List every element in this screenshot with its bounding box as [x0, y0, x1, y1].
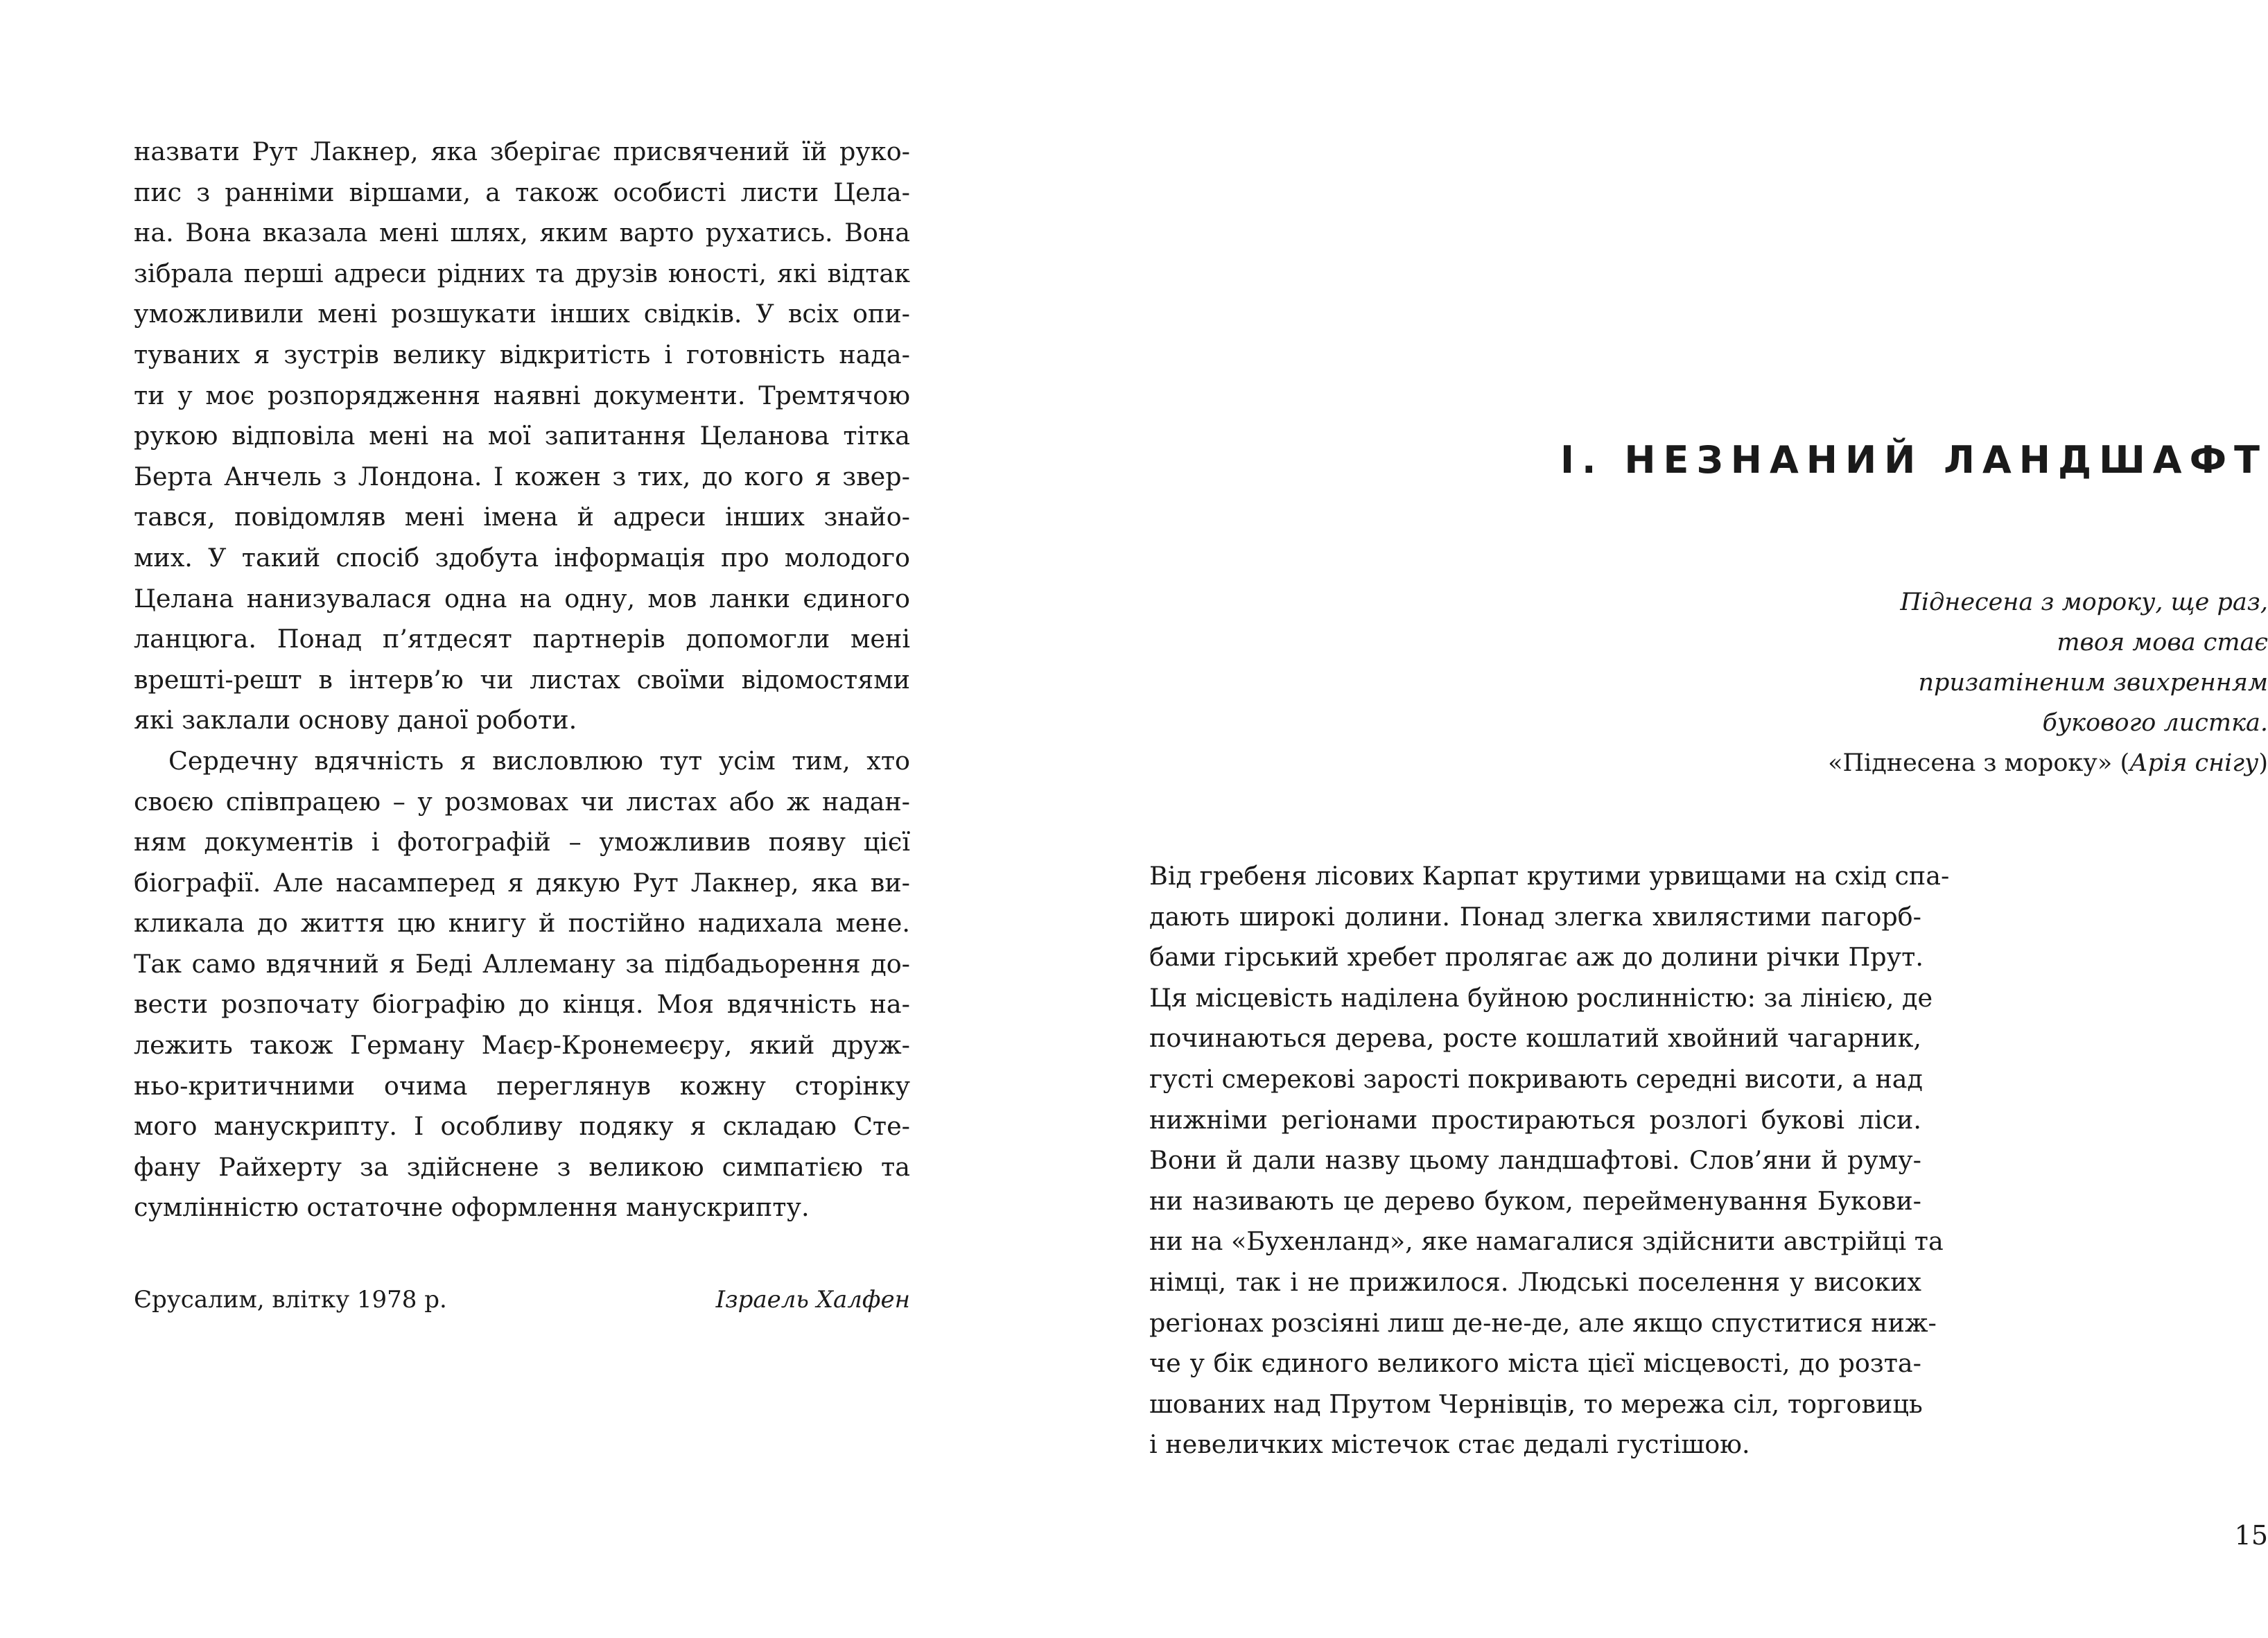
text-line: регіонах розсіяні лиш де-не-де, але якщо спуститися ниж- [1149, 1307, 1937, 1338]
text-line: які заклали основу даної роботи. [134, 705, 577, 735]
text-line: фану Райхерту за здійснене з великою симпатією та [134, 1151, 910, 1182]
epigraph-line: призатіненим звихренням [1918, 669, 2268, 697]
text-line: на. Вона вказала мені шлях, яким варто рухатись. Вона [134, 218, 910, 248]
text-line: лежить також Герману Маєр-Кронемеєру, який друж- [134, 1030, 910, 1061]
acknowledgements-text [134, 132, 910, 1228]
page-number: 15 [2234, 1520, 2268, 1551]
author-name: Ізраель Халфен [715, 1286, 910, 1314]
text-line: починаються дерева, росте кошлатий хвойний чагарник, [1149, 1023, 1921, 1054]
text-line: німці, так і не прижилося. Людські поселення у високих [1149, 1266, 1921, 1297]
text-line: туваних я зустрів велику відкритість і готовність нада- [134, 339, 910, 369]
text-line: мого манускрипту. І особливу подяку я складаю Сте- [134, 1111, 910, 1142]
text-line: шованих над Прутом Чернівців, то мережа сіл, торговиць [1149, 1388, 1923, 1419]
text-line: вести розпочату біографію до кінця. Моя вдячність на- [134, 989, 910, 1020]
chapter-title: I. НЕЗНАНИЙ ЛАНДШАФТ [1560, 438, 2267, 482]
text-line: ньо-критичними очима переглянув кожну сторінку [134, 1070, 910, 1101]
place-date: Єрусалим, влітку 1978 р. [134, 1286, 447, 1314]
text-line: Целана нанизувалася одна на одну, мов ланки єдиного [134, 583, 910, 613]
text-line: Від гребеня лісових Карпат крутими урвищами на схід спа- [1149, 861, 1950, 891]
paragraph-main [1149, 856, 1950, 1465]
text-line: своєю співпрацею – у розмовах чи листах або ж надан- [134, 786, 910, 817]
text-line: че у бік єдиного великого міста цієї місцевості, до розта- [1149, 1348, 1921, 1379]
epigraph-source: «Піднесена з мороку» (Арія снігу) [1828, 749, 2268, 777]
signature-block [134, 1282, 910, 1317]
text-line: рукою відповіла мені на мої запитання Целанова тітка [134, 421, 910, 451]
text-line: кликала до життя цю книгу й постійно надихала мене. [134, 908, 910, 939]
text-line: пис з ранніми віршами, а також особисті листи Цела- [134, 177, 910, 207]
text-line: Ця місцевість наділена буйною рослинністю: за лінією, де [1149, 982, 1933, 1013]
right-page [1023, 0, 2268, 1638]
text-line: назвати Рут Лакнер, яка зберігає присвячений їй руко- [134, 137, 910, 166]
left-page [0, 0, 1023, 1638]
epigraph-source-title: «Піднесена з мороку» [1828, 749, 2113, 777]
text-line: Сердечну вдячність я висловлюю тут усім тим, хто [168, 745, 910, 776]
text-line: Так само вдячний я Беді Аллеману за підбадьорення до- [134, 948, 910, 979]
text-line: мих. У такий спосіб здобута інформація про молодого [134, 542, 910, 573]
text-line: дають широкі долини. Понад злегка хвилястими пагорб- [1149, 901, 1921, 932]
text-line: сумлінністю остаточне оформлення манускрипту. [134, 1192, 810, 1223]
text-line: нижніми регіонами простираються розлогі букові ліси. [1149, 1104, 1921, 1135]
text-line: Берта Анчель з Лондона. І кожен з тих, до кого я звер- [134, 461, 910, 491]
epigraph-line: твоя мова стає [2057, 629, 2268, 656]
text-line: біографії. Але насамперед я дякую Рут Лакнер, яка ви- [134, 867, 910, 898]
paragraph-1 [134, 132, 910, 741]
text-line: бами гірський хребет пролягає аж до долини річки Прут. [1149, 942, 1924, 973]
text-line: зібрала перші адреси рідних та друзів юності, які відтак [134, 258, 910, 288]
text-line: густі смерекові зарості покривають середні висоти, а над [1149, 1063, 1924, 1094]
epigraph [1508, 582, 2268, 783]
text-line: ланцюга. Понад п’ятдесят партнерів допомогли мені [134, 624, 910, 654]
text-line: ням документів і фотографій – уможливив появу цієї [134, 827, 910, 857]
epigraph-line: букового листка. [2042, 709, 2268, 737]
text-line: Вони й дали назву цьому ландшафтові. Слов’яни й руму- [1149, 1145, 1921, 1176]
text-line: врешті-решт в інтерв’ю чи листах своїми відомостями [134, 664, 910, 695]
text-line: ти у моє розпорядження наявні документи. Тремтячою [134, 380, 910, 410]
text-line: уможливили мені розшукати інших свідків. У всіх опи- [134, 299, 910, 329]
epigraph-line: Піднесена з мороку, ще раз, [1900, 589, 2268, 616]
chapter-body [1149, 856, 1950, 1465]
text-line: ни називають це дерево буком, перейменування Букови- [1149, 1185, 1921, 1216]
epigraph-source-book: Арія снігу [2129, 749, 2259, 777]
text-line: і невеличких містечок стає дедалі густішою. [1149, 1429, 1750, 1460]
text-line: тався, повідомляв мені імена й адреси інших знайо- [134, 502, 910, 532]
paragraph-2 [134, 741, 910, 1228]
text-line: ни на «Бухенланд», яке намагалися здійснити австрійці та [1149, 1226, 1944, 1257]
